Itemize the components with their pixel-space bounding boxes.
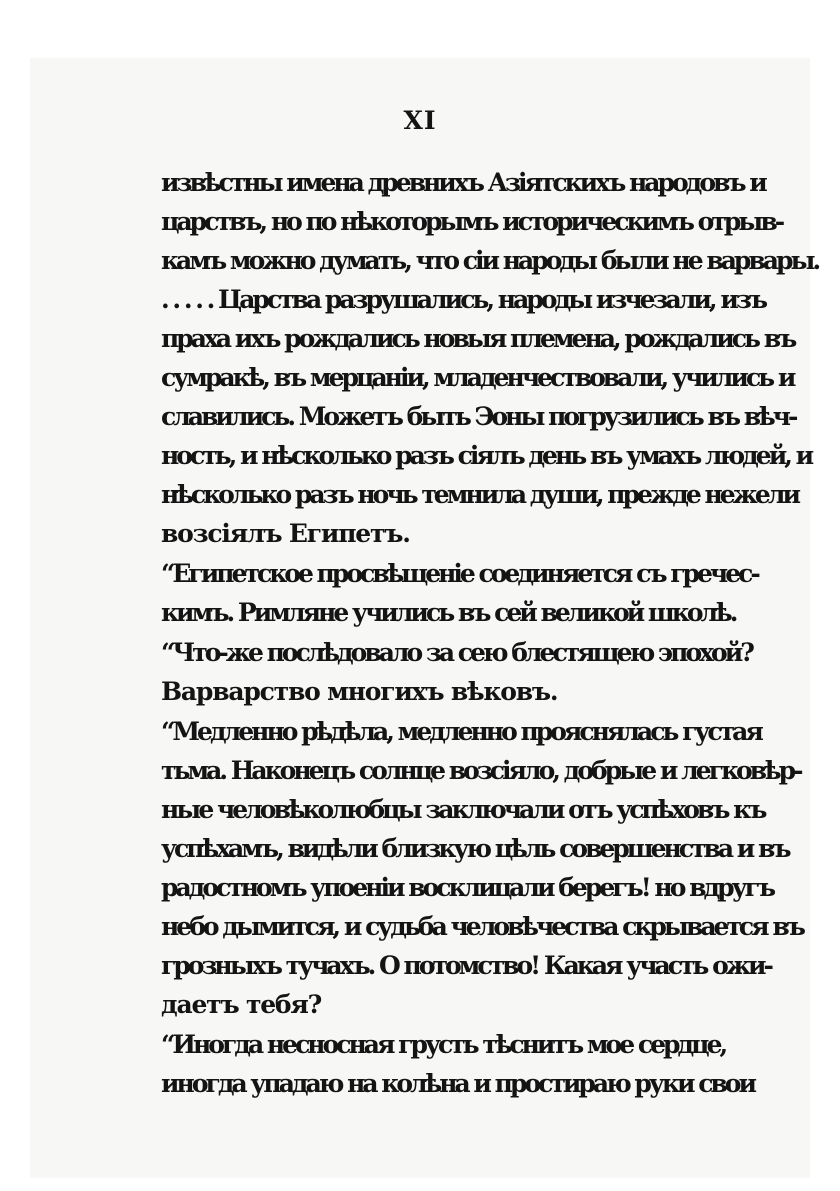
paragraph-1 — [161, 163, 819, 553]
text-line: кимъ. Римляне учились въ сей великой школѣ. — [161, 598, 736, 627]
text-line: царствъ, но по нѣкоторымъ историческимъ отрыв- — [161, 207, 783, 236]
text-line: “Медленно рѣдѣла, медленно прояснялась густая — [161, 717, 761, 746]
text-line: небо дымится, и судьба человѣчества скрывается въ — [161, 912, 803, 941]
text-line: сумракѣ, въ мерцаніи, младенчествовали, учились и — [161, 363, 794, 392]
text-line: “Египетское просвѣщеніе соединяется съ гречес- — [161, 559, 758, 588]
text-line: тьма. Наконецъ солнце возсіяло, добрые и легковѣр- — [161, 756, 801, 785]
text-line: грозныхъ тучахъ. О потомство! Какая участь ожи- — [161, 951, 771, 980]
text-line: извѣстны имена древнихъ Азіятскихъ народовъ и — [161, 168, 765, 197]
text-line: Варварство многихъ вѣковъ. — [161, 677, 558, 706]
text-line: праха ихъ рождались новыя племена, рождались въ — [161, 324, 795, 353]
text-line: ные человѣколюбцы заключали отъ успѣховъ къ — [161, 795, 765, 824]
text-line: возсіялъ Египетъ. — [161, 519, 410, 548]
text-line: даетъ тебя? — [161, 990, 322, 1019]
text-line: ность, и нѣсколько разъ сіялъ день въ умахъ людей, и — [161, 441, 812, 470]
paragraph-4 — [161, 712, 803, 1024]
paragraph-2 — [161, 554, 758, 632]
text-line: иногда упадаю на колѣна и простираю руки свои — [161, 1069, 755, 1098]
body-text — [161, 163, 819, 1103]
text-line: славились. Можетъ быть Эоны погрузились въ вѣч- — [161, 402, 796, 431]
paragraph-3 — [161, 633, 752, 711]
text-line: нѣсколько разъ ночь темнила души, прежде нежели — [161, 480, 799, 509]
text-line: “Иногда несносная грусть тѣснитъ мое сердце, — [161, 1030, 726, 1059]
page-number: XI — [403, 106, 437, 135]
text-line: камъ можно думать, что сіи народы были не варвары. — [161, 246, 819, 275]
text-line: . . . . . Царства разрушались, народы изчезали, изъ — [161, 285, 765, 314]
text-line: “Что-же послѣдовало за сею блестящею эпохой? — [161, 638, 752, 667]
text-line: радостномъ упоеніи восклицали берегъ! но вдругъ — [161, 873, 774, 902]
paragraph-5 — [161, 1025, 755, 1103]
text-line: успѣхамъ, видѣли близкую цѣль совершенства и въ — [161, 834, 789, 863]
